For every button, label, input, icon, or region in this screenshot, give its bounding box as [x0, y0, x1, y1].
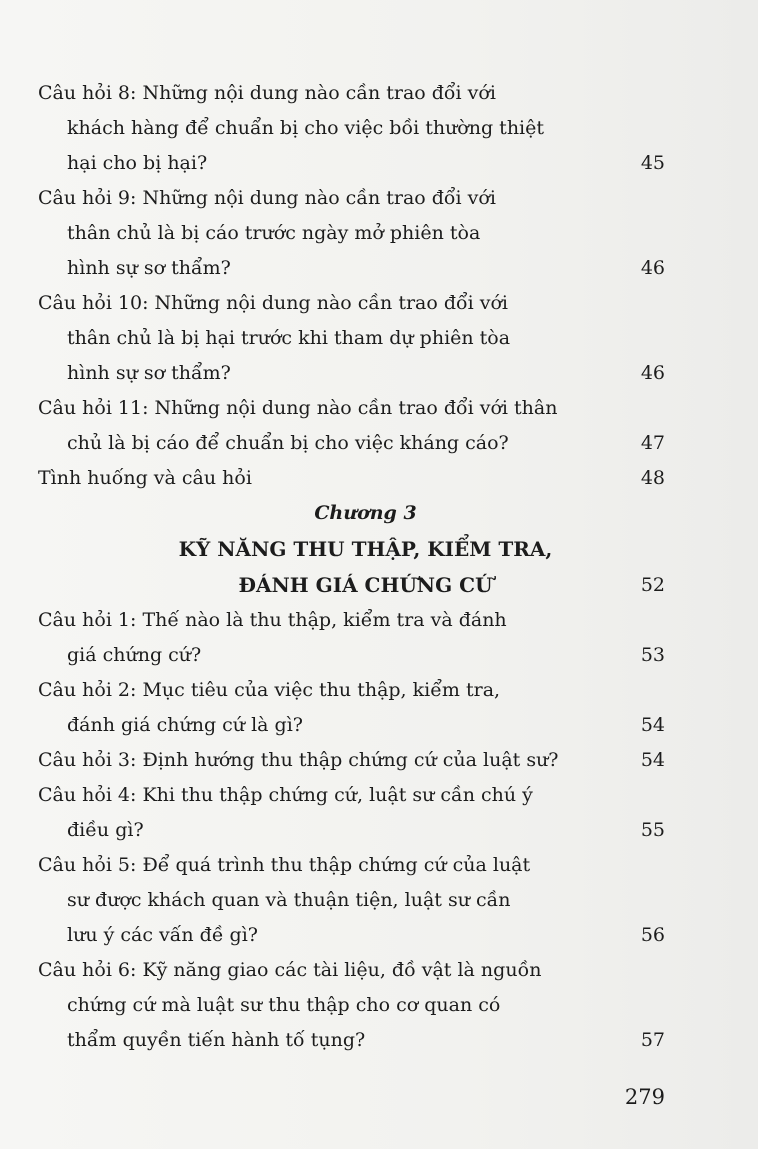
- toc-entry-line: Câu hỏi 6: Kỹ năng giao các tài liệu, đồ vật là nguồn: [38, 959, 542, 981]
- toc-entry: [38, 76, 665, 181]
- toc-entry-line: Câu hỏi 4: Khi thu thập chứng cứ, luật sư cần chú ý: [38, 784, 533, 806]
- toc-entry-line: hại cho bị hại?: [67, 152, 208, 174]
- toc-entry: [38, 778, 665, 848]
- toc-entry-page-ref: 55: [640, 819, 665, 841]
- table-of-contents: [38, 76, 665, 1058]
- toc-entry-page-ref: 56: [640, 924, 665, 946]
- page-number: 279: [624, 1085, 665, 1109]
- toc-entry-line: Câu hỏi 5: Để quá trình thu thập chứng cứ của luật: [38, 854, 531, 876]
- toc-entry: [38, 953, 665, 1058]
- toc-entry-page-ref: 54: [640, 749, 665, 771]
- toc-entry: [38, 673, 665, 743]
- toc-entry: [38, 461, 665, 496]
- toc-entry-line: thân chủ là bị hại trước khi tham dự phiên tòa: [67, 327, 511, 349]
- toc-entry-page-ref: 46: [640, 257, 665, 279]
- toc-entry-line: chủ là bị cáo để chuẩn bị cho việc kháng cáo?: [67, 432, 509, 454]
- toc-entry: [38, 391, 665, 461]
- toc-entry-line: Câu hỏi 1: Thế nào là thu thập, kiểm tra và đánh: [38, 609, 507, 631]
- toc-entry-line: lưu ý các vấn đề gì?: [67, 924, 258, 946]
- toc-entry-page-ref: 45: [640, 152, 665, 174]
- toc-entry-line: điều gì?: [67, 819, 144, 841]
- toc-entry: [38, 181, 665, 286]
- toc-entries-after: [38, 603, 665, 1058]
- toc-entry: [38, 286, 665, 391]
- toc-entry-page-ref: 48: [640, 467, 665, 489]
- chapter-page-ref: 52: [640, 574, 665, 596]
- toc-entry-line: hình sự sơ thẩm?: [67, 362, 231, 384]
- toc-entry-line: Câu hỏi 2: Mục tiêu của việc thu thập, kiểm tra,: [38, 679, 501, 701]
- toc-entry-line: thân chủ là bị cáo trước ngày mở phiên tòa: [67, 222, 481, 244]
- toc-entry: [38, 603, 665, 673]
- chapter-title: [38, 531, 665, 603]
- toc-entry-line: giá chứng cứ?: [67, 644, 202, 666]
- toc-entry: [38, 848, 665, 953]
- toc-entry-page-ref: 46: [640, 362, 665, 384]
- toc-entries-before: [38, 76, 665, 496]
- toc-entry-line: thẩm quyền tiến hành tố tụng?: [67, 1029, 366, 1051]
- toc-entry: [38, 743, 665, 778]
- toc-entry-line: hình sự sơ thẩm?: [67, 257, 231, 279]
- toc-entry-page-ref: 57: [640, 1029, 665, 1051]
- chapter-title-line: KỸ NĂNG THU THẬP, KIỂM TRA,: [178, 537, 553, 561]
- toc-entry-line: sư được khách quan và thuận tiện, luật sư cần: [67, 889, 511, 911]
- chapter-label: Chương 3: [314, 502, 417, 524]
- toc-entry-line: Câu hỏi 9: Những nội dung nào cần trao đổi với: [38, 187, 496, 209]
- toc-entry-line: Câu hỏi 8: Những nội dung nào cần trao đổi với: [38, 82, 496, 104]
- toc-entry-line: Câu hỏi 10: Những nội dung nào cần trao đổi với: [38, 292, 508, 314]
- toc-entry-line: khách hàng để chuẩn bị cho việc bồi thường thiệt: [67, 117, 545, 139]
- toc-entry-line: Câu hỏi 11: Những nội dung nào cần trao đổi với thân: [38, 397, 558, 419]
- toc-entry-line: Câu hỏi 3: Định hướng thu thập chứng cứ của luật sư?: [38, 749, 559, 771]
- toc-entry-page-ref: 47: [640, 432, 665, 454]
- toc-entry-page-ref: 53: [640, 644, 665, 666]
- toc-entry-line: đánh giá chứng cứ là gì?: [67, 714, 303, 736]
- chapter-title-line: ĐÁNH GIÁ CHỨNG CỨ: [238, 573, 493, 597]
- toc-entry-line: chứng cứ mà luật sư thu thập cho cơ quan có: [67, 994, 501, 1016]
- toc-entry-line: Tình huống và câu hỏi: [38, 467, 252, 489]
- toc-entry-page-ref: 54: [640, 714, 665, 736]
